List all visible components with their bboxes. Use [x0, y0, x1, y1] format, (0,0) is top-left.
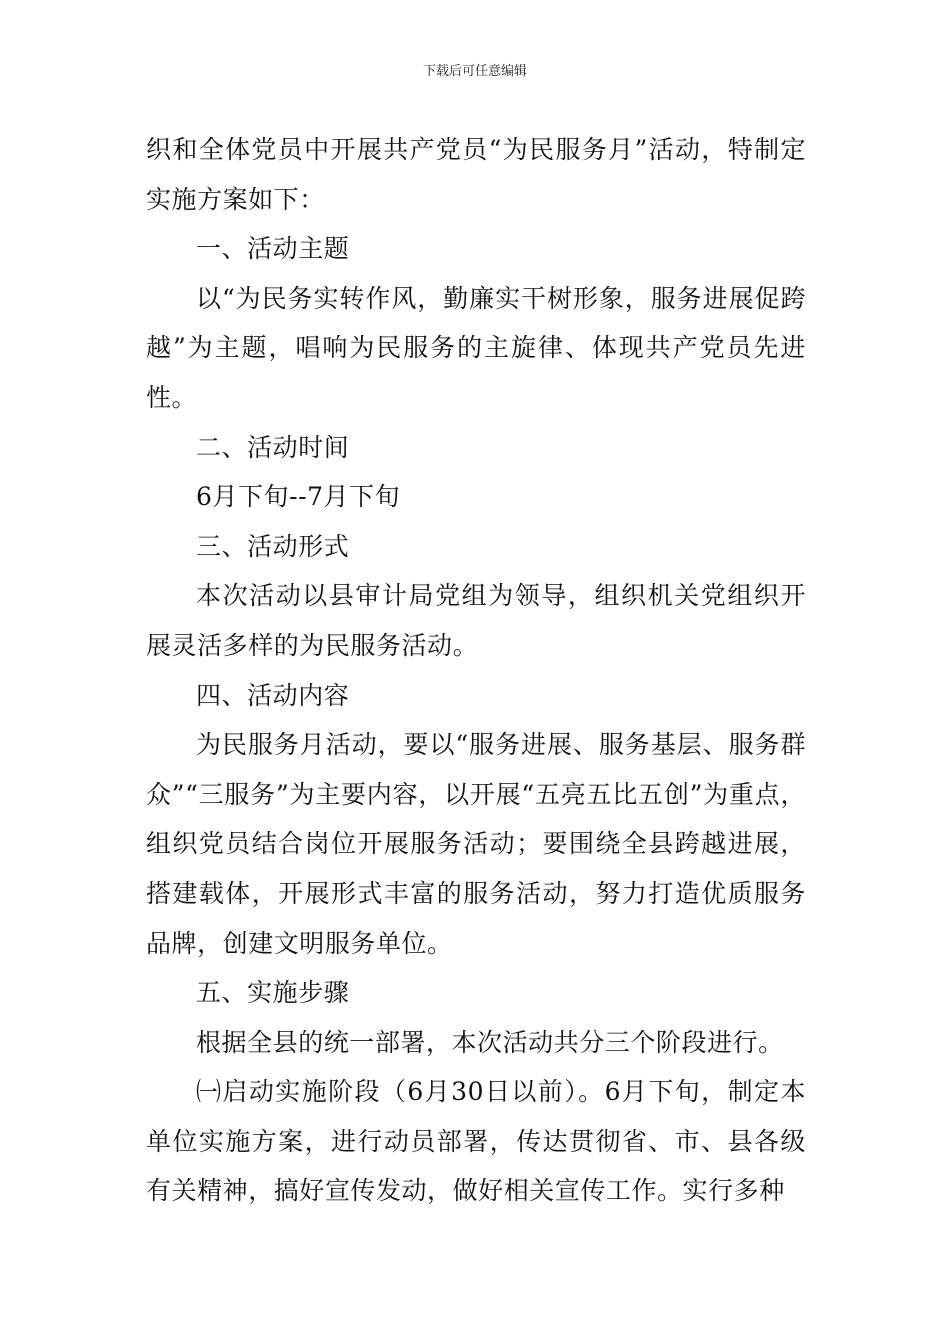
paragraph-form: 本次活动以县审计局党组为领导，组织机关党组织开展灵活多样的为民服务活动。 [146, 581, 806, 660]
paragraph-step-one: ㈠启动实施阶段（6月30日以前）。6月下旬，制定本单位实施方案，进行动员部署，传达贯彻省、市、县各级有关精神，搞好宣传发动，做好相关宣传工作。实行多种 [146, 1077, 806, 1206]
page-header: 下载后可任意编辑 [422, 64, 527, 79]
paragraph-intro-continuation: 织和全体党员中开展共产党员“为民服务月”活动，特制定实施方案如下： [146, 135, 806, 214]
section-heading-steps: 五、实施步骤 [196, 978, 350, 1008]
paragraph-steps-intro: 根据全县的统一部署，本次活动共分三个阶段进行。 [196, 1027, 784, 1057]
paragraph-theme: 以“为民务实转作风，勤廉实干树形象，服务进展促跨越”为主题，唱响为民服务的主旋律、体现共产党员先进性。 [146, 283, 806, 412]
paragraph-content: 为民服务月活动，要以“服务进展、服务基层、服务群众”“三服务”为主要内容，以开展“五亮五比五创”为重点，组织党员结合岗位开展服务活动；要围绕全县跨越进展，搭建载体，开展形式丰富的服务活动，努力打造优质服务品牌，创建文明服务单位。 [146, 730, 806, 958]
paragraph-time: 6月下旬--7月下旬 [196, 482, 401, 512]
document-body [146, 125, 806, 1216]
section-heading-form: 三、活动形式 [196, 531, 350, 561]
section-heading-theme: 一、活动主题 [196, 234, 350, 264]
section-heading-time: 二、活动时间 [196, 432, 350, 462]
section-heading-content: 四、活动内容 [196, 680, 350, 710]
